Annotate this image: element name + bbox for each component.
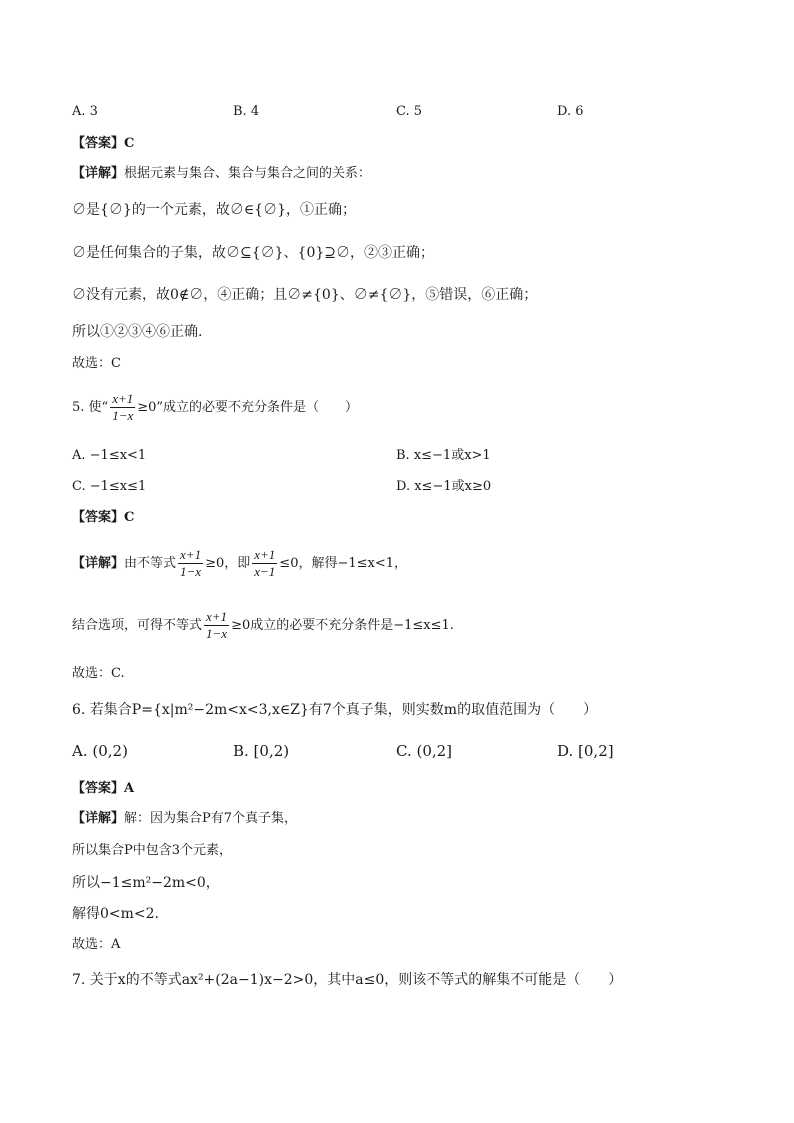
detail-text: 根据元素与集合、集合与集合之间的关系： [124, 166, 372, 181]
fraction-denominator: 1−x [206, 626, 228, 641]
q5-choose: 故选：C. [72, 666, 125, 681]
q6-stem: 6. 若集合P={x|m²−2m<x<3,x∈Z}有7个真子集，则实数m的取值范围为（ ） [72, 702, 598, 718]
detail-label: 【详解】 [72, 811, 125, 826]
detail-label: 【详解】 [72, 556, 125, 571]
q6-option-d: D. [0,2] [557, 742, 614, 760]
detail-text: 由不等式 [124, 556, 177, 571]
q5-detail-fraction-1 [178, 547, 203, 580]
fraction-numerator: x+1 [206, 609, 228, 624]
q5-detail-fraction-2 [252, 547, 277, 580]
detail-text: 解：因为集合P有7个真子集， [124, 811, 298, 826]
q5-stem [72, 388, 358, 428]
q4-detail-line-2: ∅是任何集合的子集，故∅⊆{∅}、{0}⊇∅，②③正确； [72, 245, 434, 261]
q4-choose: 故选：C [72, 356, 121, 371]
q6-option-b: B. [0,2) [233, 742, 290, 760]
fraction-denominator: 1−x [112, 408, 134, 423]
q5-option-d: D. x≤−1或x≥0 [396, 479, 492, 494]
q5-option-b: B. x≤−1或x>1 [396, 448, 491, 463]
q6-option-a: A. (0,2) [72, 742, 128, 760]
q5-combine [72, 606, 454, 646]
fraction-numerator: x+1 [180, 547, 202, 562]
fraction-denominator: x−1 [254, 564, 276, 579]
detail-label: 【详解】 [72, 166, 125, 181]
q7-stem: 7. 关于x的不等式ax²+(2a−1)x−2>0，其中a≤0，则该不等式的解集不可能是（ ） [72, 972, 623, 988]
q5-answer: 【答案】C [72, 510, 135, 525]
q6-option-c: C. (0,2] [396, 742, 453, 760]
fraction-denominator: 1−x [180, 564, 202, 579]
q6-answer: 【答案】A [72, 781, 135, 796]
q4-detail-intro [72, 164, 371, 184]
q5-detail [72, 544, 407, 584]
detail-text: ≥0，即 [205, 556, 251, 571]
q4-option-c: C. 5 [396, 104, 423, 119]
q4-detail-line-3: ∅没有元素，故0∉∅，④正确；且∅≠{0}、∅≠{∅}，⑤错误，⑥正确； [72, 287, 538, 303]
q4-answer: 【答案】C [72, 136, 135, 151]
detail-text: ≥0成立的必要不充分条件是−1≤x≤1. [231, 618, 454, 633]
q6-detail-3: 所以−1≤m²−2m<0， [72, 875, 220, 891]
q4-option-a: A. 3 [72, 104, 98, 119]
q5-combine-fraction [204, 609, 229, 642]
fraction-numerator: x+1 [254, 547, 276, 562]
q5-stem-fraction [110, 391, 135, 424]
q5-option-c: C. −1≤x≤1 [72, 479, 147, 494]
q6-choose: 故选：A [72, 937, 121, 952]
q4-detail-line-1: ∅是{∅}的一个元素，故∅∈{∅}，①正确； [72, 202, 356, 218]
detail-text: 结合选项，可得不等式 [72, 618, 203, 633]
q4-option-d: D. 6 [557, 104, 584, 119]
q6-detail-2: 所以集合P中包含3个元素， [72, 843, 233, 858]
q6-detail-1 [72, 809, 297, 829]
detail-text: ≤0，解得−1≤x<1， [279, 556, 408, 571]
q6-detail-4: 解得0<m<2. [72, 906, 160, 922]
fraction-numerator: x+1 [112, 391, 134, 406]
q5-option-a: A. −1≤x<1 [72, 448, 147, 463]
q4-detail-line-4: 所以①②③④⑥正确. [72, 324, 203, 340]
q5-stem-prefix: 5. 使“ [72, 400, 109, 415]
q5-stem-suffix: ≥0”成立的必要不充分条件是（ ） [137, 400, 359, 415]
q4-option-b: B. 4 [233, 104, 260, 119]
